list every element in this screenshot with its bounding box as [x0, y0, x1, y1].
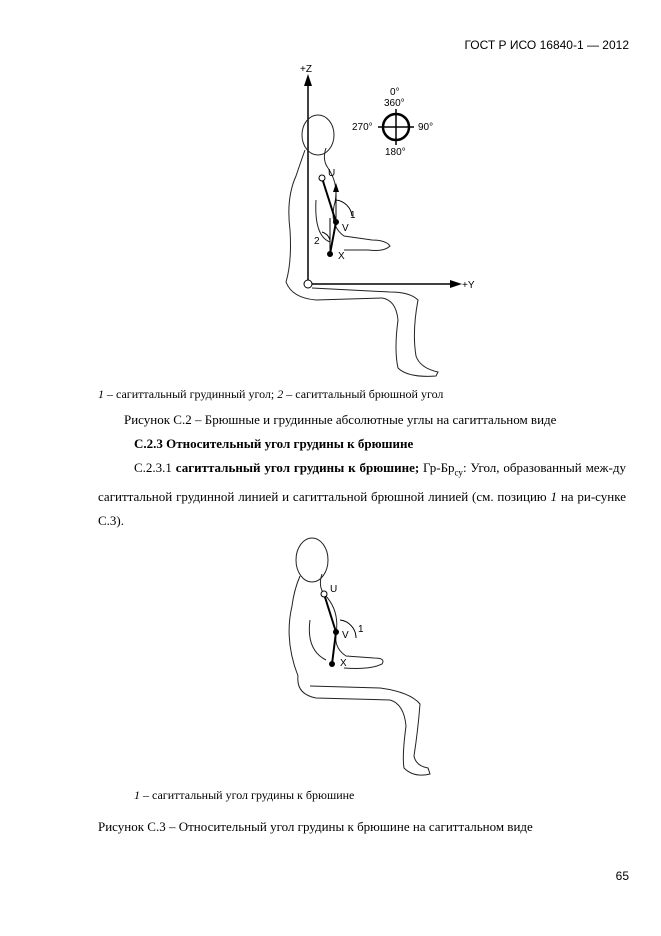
- abdomen-line: [330, 222, 336, 254]
- figure-c3: [0, 520, 661, 790]
- callout-1-c3: 1: [358, 624, 364, 635]
- compass-180: 180°: [385, 147, 406, 158]
- axis-y: [308, 280, 462, 288]
- definition-paragraph: С.2.3.1 сагиттальный угол грудины к брюшине; $Гр-Бр_{су}$: Угол, образованный меж-ду сагиттальной грудинной линией и сагиттальной брюшной линией (см. позицию 1 на ри-сунке С.3).: [98, 460, 626, 528]
- compass-0: 0°: [390, 87, 400, 98]
- sternum-line: [322, 178, 336, 222]
- page-number: 65: [615, 869, 629, 883]
- compass-270: 270°: [352, 122, 373, 133]
- sternum-reference-arrow: [333, 183, 339, 192]
- label-v: V: [342, 223, 349, 234]
- point-u-2: [321, 591, 327, 597]
- label-v-2: V: [342, 630, 349, 641]
- callout-1: 1: [350, 210, 356, 221]
- compass-90: 90°: [418, 122, 434, 133]
- point-x: [327, 251, 333, 257]
- point-v: [333, 219, 339, 225]
- abdomen-angle-arc: [322, 232, 330, 240]
- point-v-2: [333, 629, 339, 635]
- figure-c2-legend: 1 – сагиттальный грудинный угол; 2 – сагиттальный брюшной угол: [98, 387, 444, 401]
- label-u: U: [328, 168, 336, 179]
- sternum-line-2: [324, 594, 336, 632]
- label-x: X: [338, 251, 345, 262]
- callout-2: 2: [314, 236, 320, 247]
- compass-360: 360°: [384, 98, 405, 109]
- figure-c2: [0, 0, 661, 400]
- seated-figure-outline: [286, 115, 438, 376]
- label-x-2: X: [340, 658, 347, 669]
- point-x-2: [329, 661, 335, 667]
- abdomen-line-2: [332, 632, 336, 664]
- origin-point: [304, 280, 312, 288]
- compass-icon: [378, 109, 414, 145]
- axis-z-label: +Z: [300, 64, 312, 75]
- axis-y-label: +Y: [462, 280, 475, 291]
- page-header: ГОСТ Р ИСО 16840-1 — 2012: [464, 38, 629, 52]
- figure-c3-caption: Рисунок С.3 – Относительный угол грудины к брюшине на сагиттальном виде: [98, 819, 533, 834]
- label-u-2: U: [330, 584, 338, 595]
- seated-figure-outline-2: [289, 538, 430, 775]
- section-heading: С.2.3 Относительный угол грудины к брюшине: [134, 436, 414, 451]
- figure-c3-legend: 1 – сагиттальный угол грудины к брюшине: [134, 788, 355, 802]
- figure-c2-caption: Рисунок С.2 – Брюшные и грудинные абсолютные углы на сагиттальном виде: [124, 412, 557, 427]
- axis-z: [304, 74, 312, 284]
- point-u: [319, 175, 325, 181]
